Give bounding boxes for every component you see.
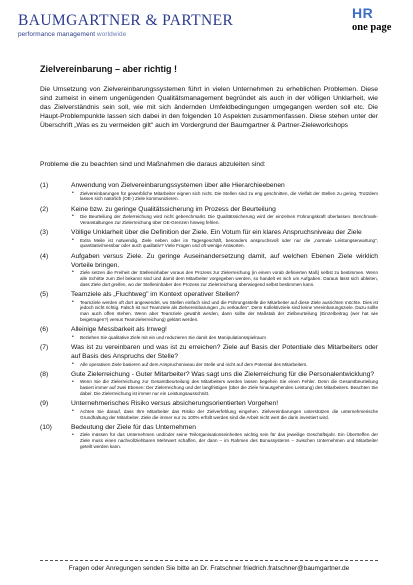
- problem-bullet: [71, 300, 378, 323]
- bullet-icon: •: [72, 189, 74, 196]
- problem-heading: Teamziele als „Fluchtweg" im Kontext operativer Stellen?: [71, 291, 240, 299]
- problem-bullet-text: Beziehen Sie qualitative Ziele mit ein und reduzieren Sie damit den Manipulationsspielraum: [80, 334, 266, 340]
- problem-heading: Gute Zielerreichung - Guter Mitarbeiter? Was sagt uns die Zielerreichung für die Personalentwicklung?: [71, 370, 375, 378]
- bullet-icon: •: [72, 334, 74, 341]
- problem-bullet: [71, 362, 378, 368]
- problem-bullet-text: Achten Sie darauf, dass Ihre Mitarbeiter das Risiko der Zielverfehlung eingehen. Zielvereinbarungen unterstützen die unternehmerische Grundhaltung der Mitarbeiter. Ziele die immer nur zu 100% erfüllt werden sind die Arbeit nicht wert die darin investiert wird.: [80, 408, 378, 420]
- problem-number: (8): [40, 370, 49, 378]
- problem-bullet: [71, 270, 378, 287]
- bullet-icon: •: [72, 378, 74, 385]
- problem-bullet: [71, 335, 378, 341]
- bullet-icon: •: [72, 269, 74, 276]
- problem-number: (2): [40, 205, 49, 213]
- bullet-icon: •: [72, 360, 74, 367]
- one-page-label: one page: [352, 22, 392, 33]
- bullet-icon: •: [72, 298, 74, 305]
- brand-tagline-accent: worldwide: [95, 31, 127, 38]
- problem-item: [40, 343, 378, 367]
- problem-bullet-text: Die Beurteilung der Zielerreichung wird nicht gebenchmarkt. Die Qualitätssicherung wird der einzelnen Führungskraft überlassen. Benchmark-Veranstaltungen zur Zielerreichung über OE-Grenzen hinweg fehlen.: [80, 214, 378, 225]
- page-header: [0, 0, 413, 52]
- intro-paragraph: Die Umsetzung von Zielvereinbarungssystemen führt in vielen Unternehmen zu erheblichen Problemen. Diese sind zumeist in einem ungenügenden Qualitätsmanagement begründet als auch in der völligen Unklarheit, wie das Zielverständnis sein soll, wie mit sich ändernden Umfeldbedingungen umgegangen werden soll etc. Die Haupt-Problempunkte lassen sich dabei in den folgenden 10 Aspekten zusammenfassen. Diese stehen unter der Überschrift „Was es zu vermeiden gilt" auch im Vordergrund der Baumgartner & Partner-Zieleworkshops: [40, 86, 378, 130]
- problem-bullet: [71, 238, 378, 250]
- hr-badge: HR: [352, 5, 374, 21]
- brand-tagline: [18, 31, 126, 38]
- footer-contact: Fragen oder Anregungen senden Sie bitte an Dr. Fratschner friedrich.fratschner@baumgartner.de: [68, 565, 350, 572]
- problem-heading: Alleinige Messbarkeit als Irrweg!: [71, 326, 167, 334]
- bullet-icon: •: [72, 236, 74, 243]
- problem-item: [40, 205, 378, 226]
- document-title: Zielvereinbarung – aber richtig !: [40, 64, 178, 74]
- problem-heading: Völlige Unklarheit über die Definition der Ziele. Ein Votum für ein klares Anspruchsniveau der Ziele: [71, 229, 362, 237]
- problem-heading: Aufgaben versus Ziele. Zu geringe Auseinandersetzung damit, auf welchen Ebenen Ziele wirklich Vorteile bringen.: [71, 252, 378, 269]
- bullet-icon: •: [72, 213, 74, 220]
- problem-heading: Was ist zu vereinbaren und was ist zu erreichen? Ziele auf Basis der Potentiale des Mitarbeiters oder auf Basis des Anspruchs der Stelle?: [71, 344, 378, 361]
- problem-item: [40, 370, 378, 397]
- problem-item: [40, 252, 378, 288]
- problem-bullet-text: Teamziele werden oft dort angewendet, wo Stellen einfach sind und die Führungsstelle die Mitarbeiter auf diese Ziele ausrichten möchte. Dies ist jedoch nicht richtig. Falsch ist nur Teamziele als Zielvereinbarungen „zu verkaufen". Denn Kollektivziele sind keine Vereinbarungsziele. Dazu sollte man auch offen stehen. Wenn aber Teamziele gewählt werden, dann sollte der Maßstab der Zielbeurteilung (Einzelbeitrag (wer hat wie beigetragen?) versus Teamzielerreichung) geklärt werden.: [80, 299, 378, 323]
- problem-number: (10): [40, 423, 52, 431]
- problem-heading: Unternehmerisches Risiko versus absicherungsorientierten Vorgehen!: [71, 400, 279, 408]
- bullet-icon: •: [72, 408, 74, 415]
- footer-divider: [40, 560, 378, 561]
- brand-tagline-main: performance management: [18, 31, 96, 38]
- problem-item: [40, 290, 378, 323]
- problem-heading: Keine bzw. zu geringe Qualitätssicherung im Prozess der Beurteilung: [71, 205, 276, 213]
- problem-bullet-text: Ziele müssen für das Unternehmen und/oder seine Teilorganisationseinheiten wichtig sein für das jeweilige Geschäftsjahr. Ein Übertreffen der Ziele muss einen nachvollziehbaren Mehrwert schaffen, der dann – im Rahmen des Bonussystems – zwischen Unternehmen und Mitarbeiter geteilt werden kann.: [80, 432, 378, 450]
- problem-heading: Bedeutung der Ziele für das Unternehmen: [71, 423, 196, 431]
- problem-bullet-text: Extra Meile ist notwendig. Ziele neben oder im Tagesgeschäft, besonders anspruchsvoll oder nur die „normale Leistungserwartung", quantitativ/messbar oder auch qualitativ? Viele Fragen und oft wenige Antworten.: [80, 237, 378, 249]
- problem-item: [40, 423, 378, 450]
- problem-bullet-text: Zielvereinbarungen für gewerbliche Mitarbeiter eignen sich nicht. Die Stellen sind zu eng geschnitten, die Vielfalt der Stellen zu gering. Trotzdem lassen sich natürlich (OE-) Ziele kommunizieren.: [80, 190, 378, 202]
- problem-bullet: [71, 432, 378, 449]
- problem-bullet: [71, 379, 378, 396]
- problem-item: [40, 325, 378, 340]
- problem-number: (6): [40, 326, 49, 334]
- problem-item: [40, 181, 378, 202]
- brand-logo-text: BAUMGARTNER & PARTNER: [18, 12, 234, 29]
- problem-bullet: [71, 214, 378, 226]
- problem-bullet-text: Wenn Sie die Zielerreichung zur Gesamtbeurteilung des Mitarbeiters werden lassen begehen Sie einen Fehler. Denn die Gesamtbeurteilung basiert immer auf zwei Ebenen: Der Zielerreichung und der langfristigen (über die Ziele hinausgehenden Leistung) des Mitarbeiters. Beachten Sie dabei: Die Zielerreichung ist immer nur ein Leistungsausschnitt.: [80, 379, 378, 397]
- problem-number: (3): [40, 229, 49, 237]
- problems-intro: Probleme die zu beachten sind und Maßnahmen die daraus abzuleiten sind:: [40, 161, 266, 168]
- problem-bullet: [71, 191, 378, 203]
- problem-bullet-text: Ziele setzen die Freiheit der Stelleninhaber voraus den Prozess zur Zielerreichung (in einem vorab definierten Maß) selbst zu bestimmen. Wenn alle Schritte zum Ziel bekannt sind und damit dem Mitarbeiter vorgegeben werden, so handelt es sich um Aufgaben. Daraus lässt sich ableiten, dass Ziele dort greifen, wo der Stelleninhaber den Prozess zur Zielerreichung überwiegend selbst bestimmen kann.: [80, 270, 378, 287]
- problem-list: [40, 181, 378, 452]
- bullet-icon: •: [72, 431, 74, 438]
- problem-number: (7): [40, 344, 49, 352]
- problem-heading: Anwendung von Zielvereinbarungssystemen über alle Hierarchieebenen: [71, 182, 285, 189]
- problem-bullet-text: Alle operativen Ziele basieren auf dem Anspruchsniveau der Stelle und nicht auf dem Potential des Mitarbeiters.: [80, 361, 308, 367]
- problem-number: (4): [40, 252, 49, 260]
- problem-bullet: [71, 409, 378, 421]
- problem-number: (5): [40, 291, 49, 299]
- problem-item: [40, 399, 378, 420]
- problem-number: (1): [40, 182, 49, 189]
- problem-number: (9): [40, 400, 49, 408]
- problem-item: [40, 228, 378, 249]
